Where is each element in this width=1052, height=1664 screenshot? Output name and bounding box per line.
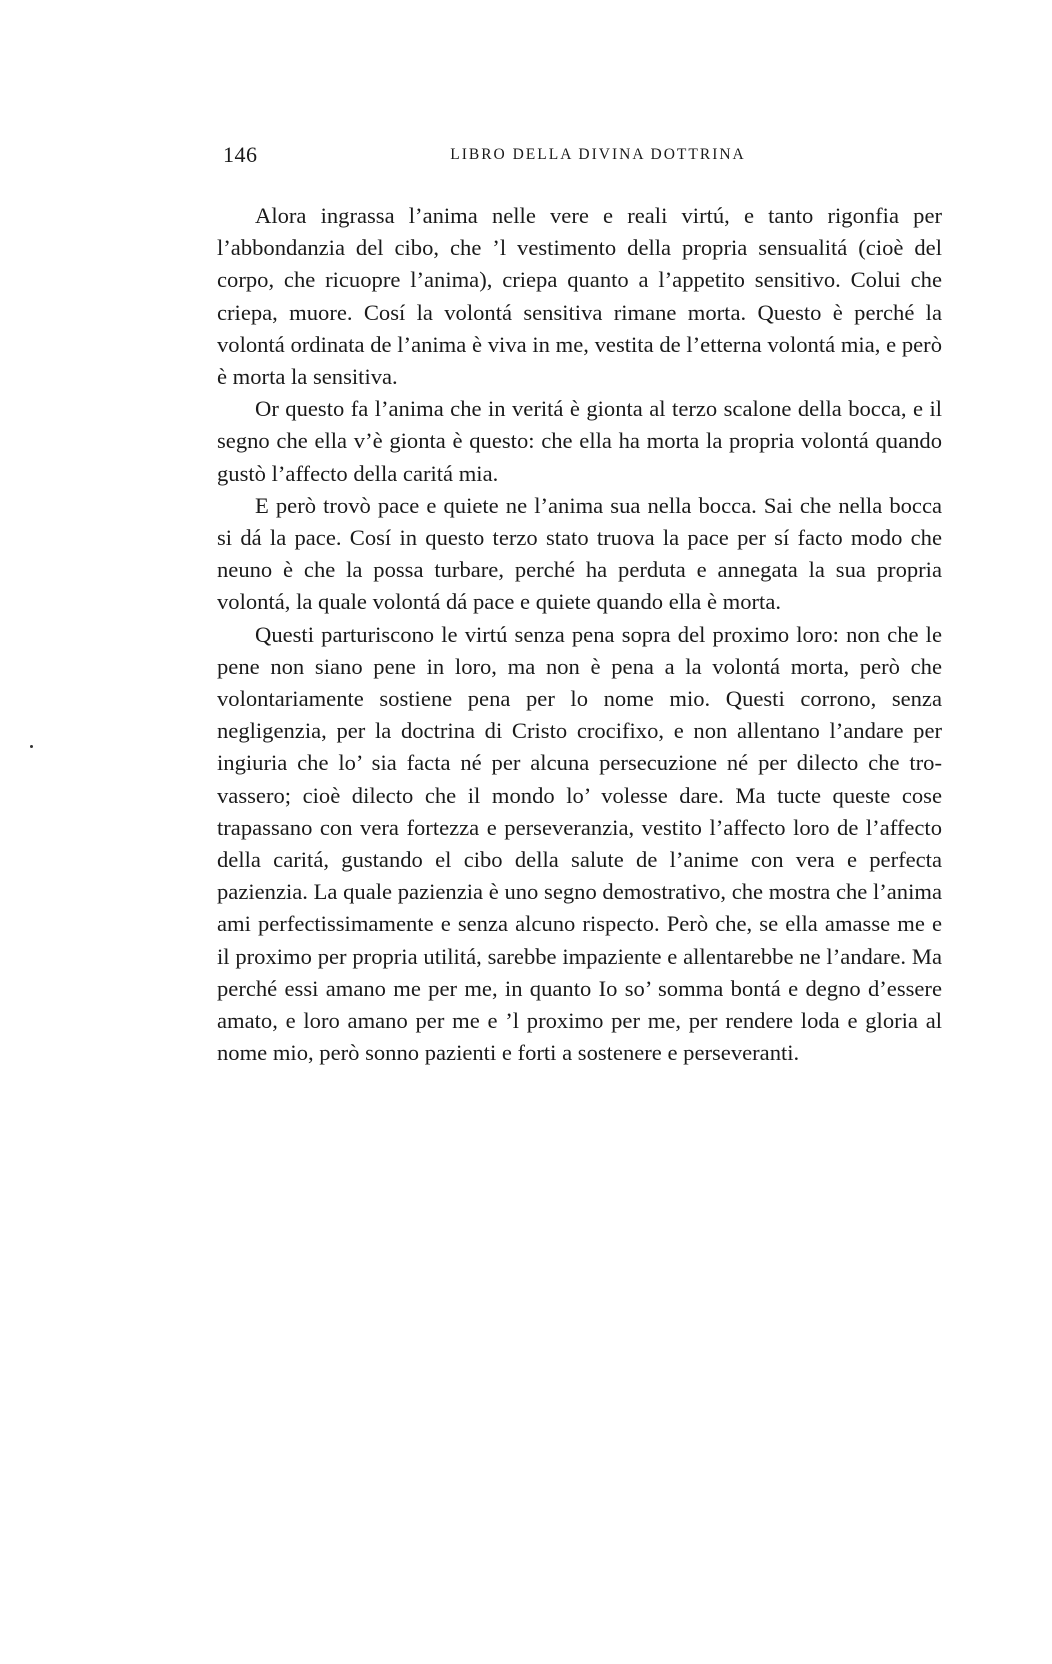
paragraph-3: E però trovò pace e quiete ne l’anima sua nella bocca. Sai che nella bocca si dá la pace. Cosí in questo terzo stato truova la pace per sí facto modo che neuno è che la possa turbare, perché ha perduta e annegata la sua propria volontá, la quale volontá dá pace e quiete quando ella è morta. <box>217 492 942 615</box>
paragraph-4: Questi parturiscono le virtú senza pena sopra del proximo loro: non che le pene non siano pene in loro, ma non è pena a la volontá morta, però che volontariamente sostiene pena per lo nome mio. Questi corrono, senza negligenzia, per la doctrina di Cristo crocifixo, e non allentano l’andare per ingiuria che lo’ sia facta né per alcuna persecuzione né per dilecto che trovassero; cioè dilecto che il mondo lo’ volesse dare. Ma tucte queste cose trapassano con vera fortezza e perseveranzia, vestito l’affecto loro de l’affecto della caritá, gustando el cibo della salute de l’anime con vera e perfecta pazienzia. La quale pazienzia è uno segno demostrativo, che mostra che l’anima ami perfectissimamente e senza alcuno rispecto. Però che, se ella amasse me e il proximo per propria utilitá, sarebbe impaziente e allentarebbe ne l’andare. Ma perché essi amano me per me, in quanto Io so’ somma bontá e degno d’essere amato, e loro amano per me e ’l proximo per me, per rendere loda e gloria al nome mio, però sonno pazienti e forti a sostenere e perseveranti. <box>217 621 942 1066</box>
stray-ink-mark <box>30 745 33 748</box>
paragraph-1: Alora ingrassa l’anima nelle vere e reali virtú, e tanto rigonfia per l’abbondanzia del cibo, che ’l vestimento della propria sensualitá (cioè del corpo, che ricuopre l’anima), criepa quanto a l’appetito sensitivo. Colui che criepa, muore. Cosí la volontá sensitiva rimane morta. Questo è perché la volontá ordinata de l’anima è viva in me, vestita de l’etterna volontá mia, e però è morta la sensitiva. <box>217 203 942 390</box>
running-title: LIBRO DELLA DIVINA DOTTRINA <box>450 146 746 163</box>
page-header <box>223 142 943 172</box>
body-text <box>217 200 942 1069</box>
page-number: 146 <box>223 142 258 167</box>
paragraph-2: Or questo fa l’anima che in veritá è gionta al terzo scalone della bocca, e il segno che ella v’è gionta è questo: che ella ha morta la propria volontá quando gustò l’affecto della caritá mia. <box>217 396 942 486</box>
